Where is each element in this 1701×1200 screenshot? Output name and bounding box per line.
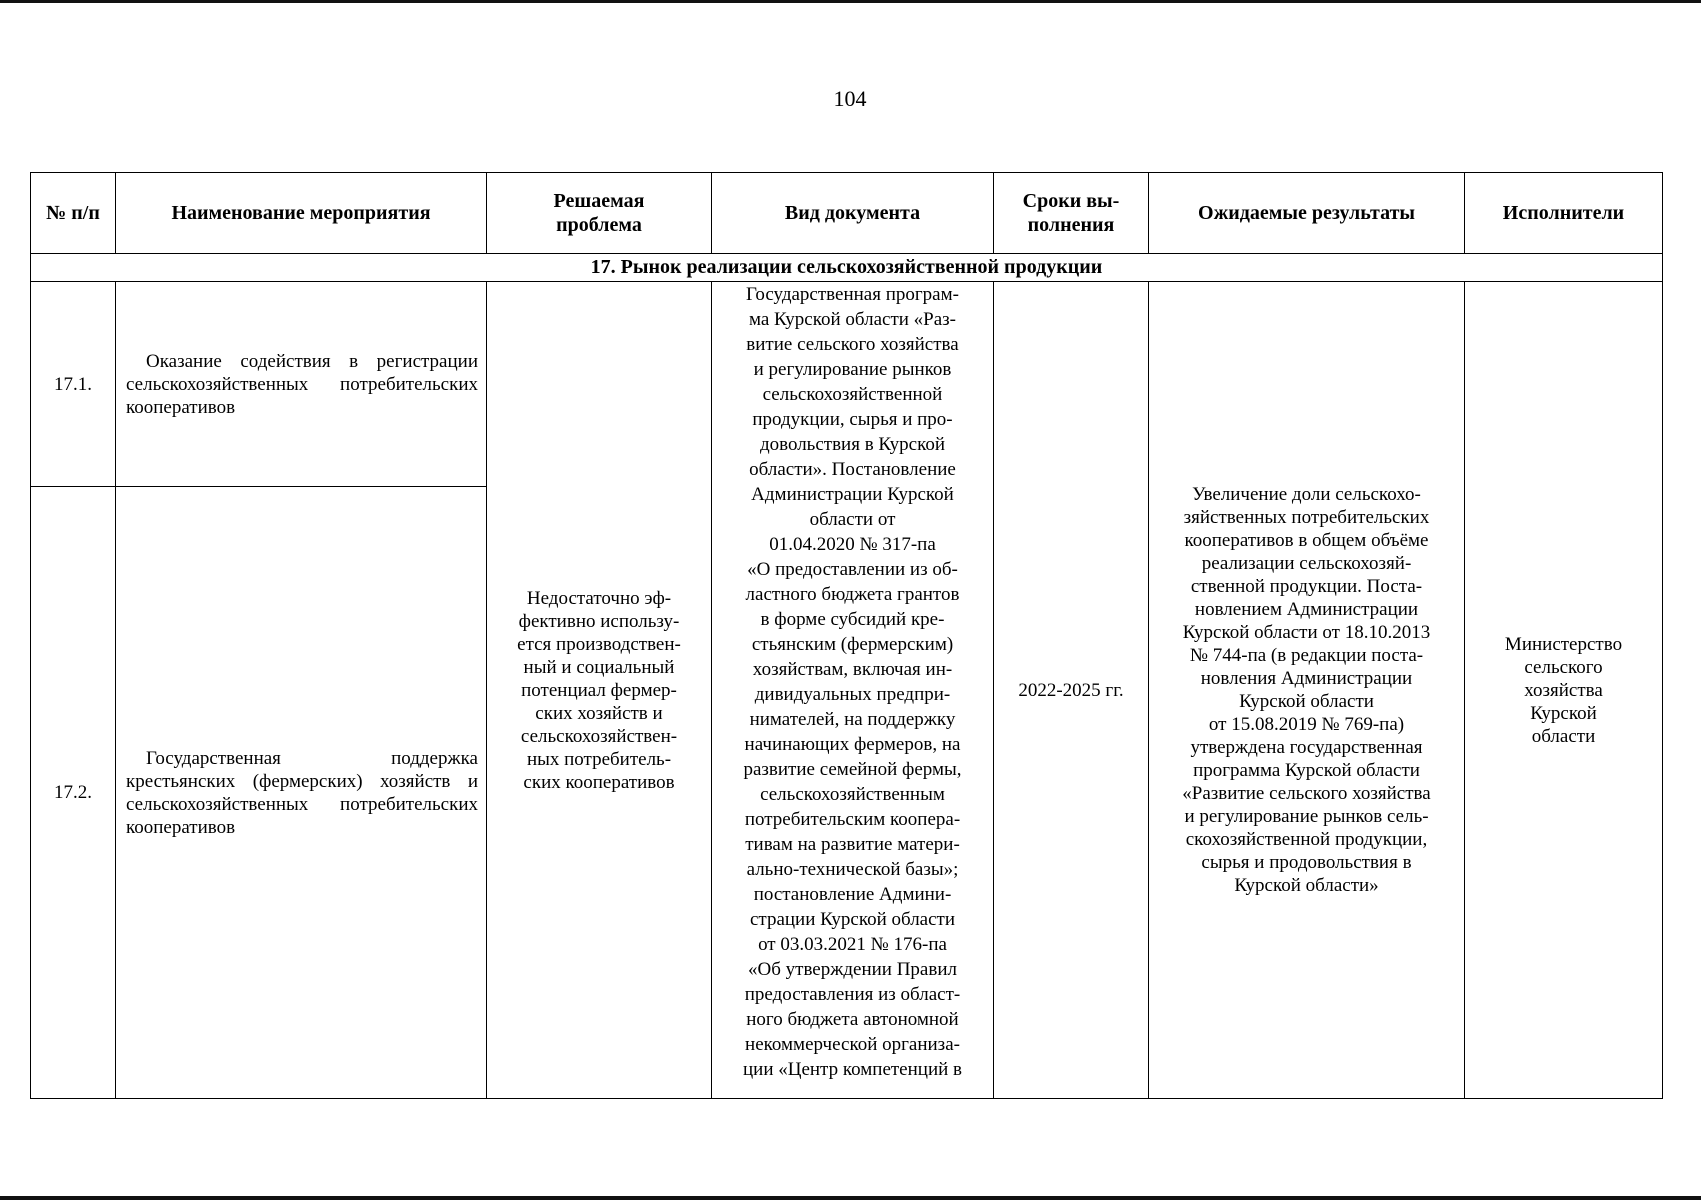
header-executors: Исполнители [1465,173,1663,254]
document-line: стьянским (фермерским) [751,634,954,655]
problem-line: ется производствен- [517,633,681,655]
document-line: ции «Центр компетенций в [742,1059,963,1080]
results-line: Курской области» [1234,875,1379,896]
results-line: реализации сельскохозяй- [1201,553,1412,574]
results-line: Курской области [1239,691,1374,712]
results-line: программа Курской области [1193,760,1420,781]
problem-line: ских кооперативов [523,771,675,793]
header-terms-line: полнения [1027,214,1115,236]
measures-table [30,172,1663,1099]
document-line: предоставления из област- [744,984,961,1005]
executor-line: хозяйства [1524,679,1603,701]
results-line: № 744-па (в редакции поста- [1189,645,1424,666]
results-line: «Развитие сельского хозяйства [1182,783,1431,804]
results-line: ственной продукции. Поста- [1190,576,1423,597]
results-cell [1149,282,1465,1099]
document-line: «Об утверждении Правил [748,959,957,980]
document-line: некоммерческой организа- [745,1034,960,1055]
row-measure-name [116,487,487,1099]
section-row [31,254,1663,282]
document-line: тивам на развитие матери- [745,834,960,855]
row-measure-name [116,282,487,487]
results-line: Курской области от 18.10.2013 [1182,622,1431,643]
document-line: развитие семейной фермы, [743,759,962,780]
document-line: «О предоставлении из об- [747,559,958,580]
document-line: страции Курской области [749,909,956,930]
document-line: хозяйствам, включая ин- [752,659,953,680]
results-line: скохозяйственной продукции, [1185,829,1428,850]
results-line: Увеличение доли сельскохо- [1192,484,1421,505]
results-line: зяйственных потребительских [1183,507,1430,528]
document-line: продукции, сырья и про- [752,409,953,430]
header-doc-type: Вид документа [712,173,994,254]
header-num: № п/п [31,173,116,254]
document-line: нимателей, на поддержку [749,709,956,730]
document-line: ного бюджета автономной [746,1009,959,1030]
table-row [31,282,1663,487]
document-line: начинающих фермеров, на [744,734,961,755]
document-line: Государственная програм- [746,284,959,305]
table-header-row [31,173,1663,254]
results-line: новления Администрации [1200,668,1413,689]
header-terms [994,173,1149,254]
header-terms-line: Сроки вы- [1022,190,1120,212]
row-measure-name-text: Оказание содействия в регистрации сельскохозяйственных потребительских кооперативов [126,350,478,418]
header-problem [487,173,712,254]
document-line: ально-технической базы»; [746,859,959,880]
document-line: сельскохозяйственной [762,384,943,405]
document-line: Администрации Курской [751,484,954,505]
page-number: 104 [833,86,867,111]
terms-cell: 2022-2025 гг. [994,282,1149,1099]
problem-line: сельскохозяйствен- [520,725,678,747]
scan-edge-bottom [0,1196,1701,1200]
problem-line: потенциал фермер- [521,679,677,701]
document-line: потребительским коопера- [744,809,961,830]
results-line: сырья и продовольствия в [1201,852,1412,873]
header-name: Наименование мероприятия [116,173,487,254]
results-line: от 15.08.2019 № 769-па) [1208,714,1405,735]
executors-cell [1465,282,1663,1099]
document-line: и регулирование рынков [753,359,952,380]
header-results: Ожидаемые результаты [1149,173,1465,254]
results-line: кооперативов в общем объёме [1184,530,1429,551]
document-line: ластного бюджета грантов [745,584,960,605]
problem-line: ных потребитель- [526,748,672,770]
document-line: постановление Админи- [753,884,952,905]
row-number: 17.2. [31,487,116,1099]
problem-line: Недостаточно эф- [526,587,672,609]
document-line: дивидуальных предпри- [754,684,951,705]
document-line: области». Постановление [749,459,956,480]
document-line: в форме субсидий кре- [760,609,945,630]
document-line: 01.04.2020 № 317-па [769,534,936,555]
document-cell [712,282,994,1099]
section-title: 17. Рынок реализации сельскохозяйственной продукции [31,254,1663,282]
row-number: 17.1. [31,282,116,487]
row-measure-name-text: Государственная поддержка крестьянских (фермерских) хозяйств и сельскохозяйственных потребительских кооперативов [126,747,478,838]
problem-line: фективно использу- [518,610,680,632]
document-line: витие сельского хозяйства [746,334,959,355]
document-line: ма Курской области «Раз- [748,309,957,330]
problem-line: ских хозяйств и [535,702,663,724]
document-line: довольствия в Курской [759,434,946,455]
header-problem-line: Решаемая [553,190,645,212]
executor-line: области [1531,725,1596,747]
scan-edge-top [0,0,1701,3]
executor-line: Министерство [1504,633,1623,655]
results-line: и регулирование рынков сель- [1184,806,1429,827]
problem-cell [487,282,712,1099]
header-problem-line: проблема [556,214,642,236]
problem-line: ный и социальный [523,656,675,678]
results-line: новлением Администрации [1194,599,1419,620]
document-line: сельскохозяйственным [760,784,945,805]
executor-line: Курской [1530,702,1597,724]
executor-line: сельского [1524,656,1603,678]
document-line: области от [809,509,896,530]
document-line: от 03.03.2021 № 176-па [758,934,947,955]
results-line: утверждена государственная [1190,737,1423,758]
